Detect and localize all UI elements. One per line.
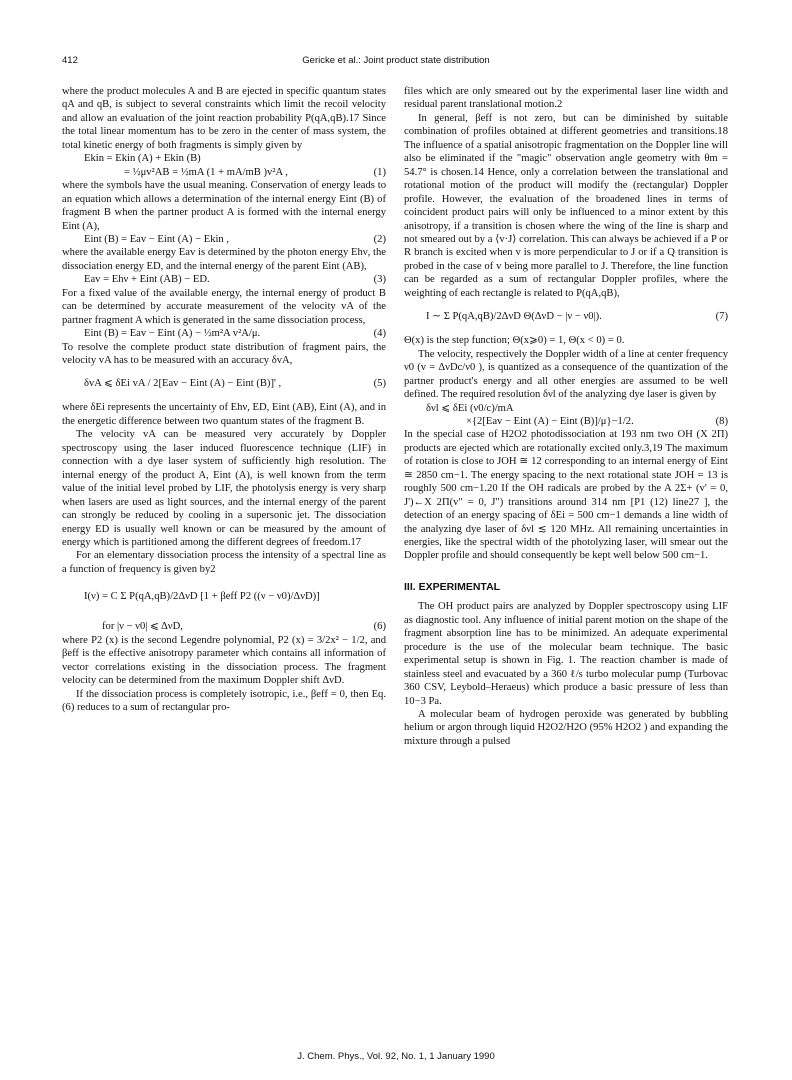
equation-number: (7) <box>715 311 728 323</box>
equation-body: I ∼ Σ P(qA,qB)/2ΔνD Θ(ΔνD − |ν − ν0|). <box>426 311 602 323</box>
paragraph: where δEi represents the uncertainty of Ehν, ED, Eint (AB), Eint (A), and in the energetic difference between two quantum states of the fragment B. <box>62 402 386 427</box>
equation <box>62 620 386 633</box>
equation <box>62 152 386 165</box>
equation <box>62 166 386 179</box>
running-head-title: Gericke et al.: Joint product state distribution <box>302 55 490 66</box>
equation-number: (4) <box>373 328 386 340</box>
equation-body: for |ν − ν0| ⩽ ΔνD, <box>102 621 183 633</box>
equation-body: = ½μv²AB = ½mA (1 + mA/mB )v²A , <box>124 166 288 178</box>
equation <box>62 273 386 286</box>
paragraph: To resolve the complete product state distribution of fragment pairs, the velocity vA has to be measured with an accuracy δvA, <box>62 341 386 366</box>
journal-footer: J. Chem. Phys., Vol. 92, No. 1, 1 January 1990 <box>297 1051 495 1062</box>
paragraph: Θ(x) is the step function; Θ(x⩾0) = 1, Θ(x < 0) = 0. <box>404 335 625 347</box>
equation <box>62 576 386 620</box>
equation-body: I(ν) = C Σ P(qA,qB)/2ΔνD [1 + βeff P2 ((ν − ν0)/ΔνD)] <box>84 591 320 603</box>
equation-body: Ekin = Ekin (A) + Ekin (B) <box>84 153 201 165</box>
equation <box>404 402 728 415</box>
paragraph: If the dissociation process is completely isotropic, i.e., βeff = 0, then Eq. (6) reduces to a sum of rectangular pro- <box>62 688 386 714</box>
paragraph: A molecular beam of hydrogen peroxide was generated by bubbling helium or argon through liquid H2O2/H2O (95% H2O2 ) and expanding the mixture through a pulsed <box>404 709 728 747</box>
equation-body: Eav = Ehν + Eint (AB) − ED. <box>84 274 210 286</box>
paragraph: In general, βeff is not zero, but can be diminished by suitable combination of profiles obtained at different geometries and transitions.18 The influence of a spatial anisotropic fragmentation on the Doppler line will also be eliminated if the "magic" observation angle geometry with θm = 54.7° is chosen.14 Hence, only a correlation between the translational and rotational motion of the product will modify the (rectangular) Doppler profile. However, the evaluation of the broadened lines in terms of coincident product pairs will only be influenced to a minor extent by this anisotropy, if a transition is chosen where the wing of the line is sharp and not smeared out by a ⟨v·J⟩ correlation. This can always be achieved if a P or R branch is excited when v is more perpendicular to J or if a Q transition is probed in the case of v being more parallel to J. Therefore, the line function can be regarded as a sum of rectangular Doppler profiles, where the weighting of each rectangle is related to P(qA,qB), <box>404 112 728 299</box>
equation-number: (6) <box>373 621 386 633</box>
paragraph: files which are only smeared out by the experimental laser line width and residual parent translational motion.2 <box>404 86 728 111</box>
paragraph: where the product molecules A and B are ejected in specific quantum states qA and qB, is subject to several constraints which limit the recoil velocity and allow an evaluation of the joint reaction probability P(qA,qB).17 Since the total linear momentum has to be zero in the center of mass system, the total kinetic energy of both fragments is simply given by <box>62 86 386 151</box>
equation-body: Eint (B) = Eav − Eint (A) − Ekin , <box>84 233 230 245</box>
paragraph: The OH product pairs are analyzed by Doppler spectroscopy using LIF as diagnostic tool. Any influence of initial parent motion on the shape of the fragment absorption line has to be minimized. An adequate experimental procedure is the use of the molecular beam technique. The basic experimental setup is shown in Fig. 1. The reaction chamber is made of stainless steel and evacuated by a 360 ℓ/s turbo molecular pump (Turbovac 360 CSV, Leybold–Heraeus) which produce a basic pressure of less than 10−3 Pa. <box>404 601 728 707</box>
equation-body: δνl ⩽ δEi (ν0/c)/mA <box>426 402 514 414</box>
left-column <box>62 85 386 714</box>
equation <box>404 300 728 334</box>
equation-number: (1) <box>373 166 386 178</box>
right-column <box>404 85 728 748</box>
equation-body: ×{2[Eav − Eint (A) − Eint (B)]/μ}−1/2. <box>466 415 634 427</box>
equation <box>62 327 386 340</box>
equation <box>62 367 386 401</box>
equation-number: (2) <box>373 233 386 245</box>
paragraph: In the special case of H2O2 photodissociation at 193 nm two OH (X 2Π) products are ejected which are rotationally excited only.3,19 The maximum of rotation is close to JOH ≅ 12 corresponding to an internal energy of Eint ≅ 2850 cm−1. The energy spacing to the next rotational state JOH = 13 is roughly 500 cm−1.20 If the OH radicals are probed by the A 2Σ+ (v' = 0, J')←X 2Π(v" = 0, J") transitions around 314 nm [P1 (12) line27 ], the detection of an energy spacing of δEi = 500 cm−1 demands a line width of the analyzing dye laser of δνl ≲ 120 MHz. All remaining uncertainties in energies, like the spectral width of the photolyzing laser, will smear out the Doppler profile and should consequently be kept well below 500 cm−1. <box>404 429 728 562</box>
equation-number: (5) <box>373 378 386 390</box>
equation <box>404 415 728 428</box>
paragraph: For a fixed value of the available energy, the internal energy of product B can be determined by accurate measurement of the velocity vA of the partner fragment A which is generated in the same dissociation process, <box>62 287 386 326</box>
paragraph: The velocity, respectively the Doppler width of a line at center frequency ν0 (v = ΔνDc/ν0 ), is quantized as a consequence of the quantization of the partner product's energy and all other energies are assumed to be well defined. The required resolution δνl of the analyzing dye laser is given by <box>404 348 728 401</box>
equation-number: (8) <box>715 415 728 427</box>
equation-body: δvA ⩽ δEi vA / 2[Eav − Eint (A) − Eint (B)]' , <box>84 378 282 390</box>
running-header <box>62 55 730 69</box>
paragraph: where the available energy Eav is determined by the photon energy Ehν, the dissociation energy ED, and the internal energy of the parent Eint (AB), <box>62 247 386 272</box>
equation <box>62 233 386 246</box>
equation-body: Eint (B) = Eav − Eint (A) − ½m²A v²A/μ. <box>84 328 261 340</box>
section-heading: III. EXPERIMENTAL <box>404 580 501 593</box>
paragraph: where P2 (x) is the second Legendre polynomial, P2 (x) = 3/2x² − 1/2, and βeff is the effective anisotropy parameter which contains all information of vector correlations existing in the dissociation process. The fragment velocity can be determined from the maximum Doppler shift ΔνD. <box>62 634 386 687</box>
paragraph: The velocity vA can be measured very accurately by Doppler spectroscopy using the laser induced fluorescence technique (LIF) in connection with a dye laser system of sufficiently high resolution. The internal energy of the product A, Eint (A), is well known from the term value of the initial level probed by LIF, the photolysis energy is very sharp when lasers are used as light sources, and the internal energy of the parent can strongly be reduced by cooling in a supersonic jet. The dissociation energy ED is usually well known or can be measured by the amount of energy which is partitioned among the different degrees of freedom.17 <box>62 429 386 548</box>
paragraph: For an elementary dissociation process the intensity of a spectral line as a function of frequency is given by2 <box>62 550 386 575</box>
paragraph: where the symbols have the usual meaning. Conservation of energy leads to an equation which allows a determination of the internal energy Eint (B) of fragment B when the partner product A is formed with the internal energy Eint (A), <box>62 180 386 232</box>
equation-number: (3) <box>373 274 386 286</box>
page-number: 412 <box>62 55 78 66</box>
